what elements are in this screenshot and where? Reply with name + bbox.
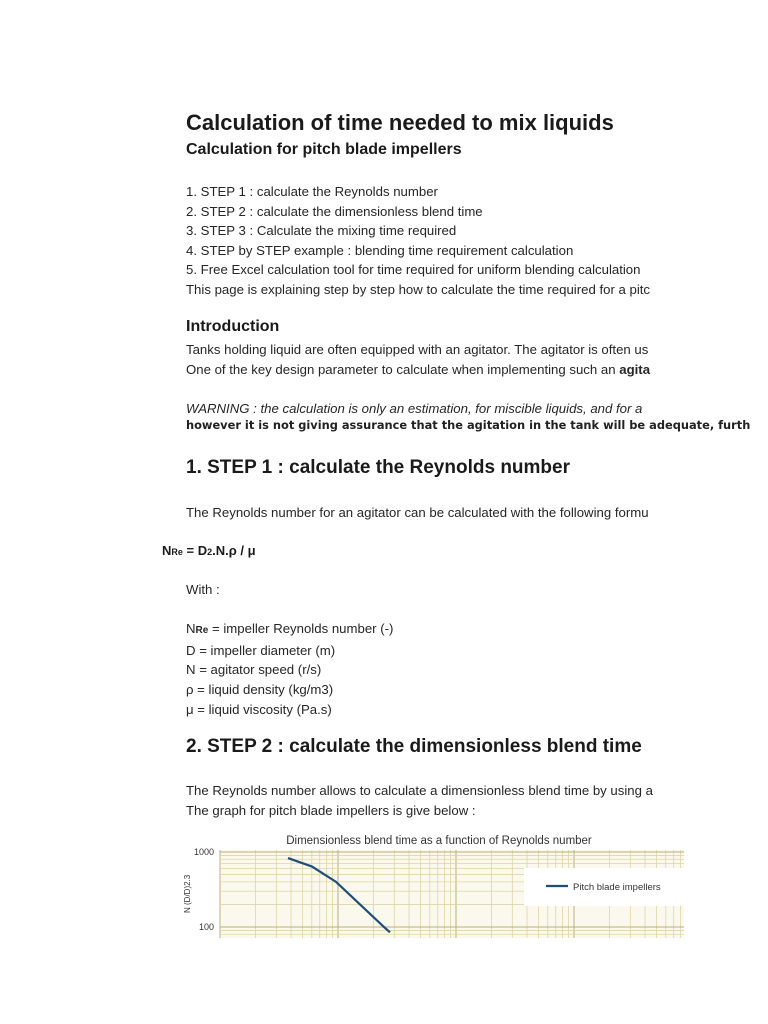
- var-nre-text: = impeller Reynolds number (-): [208, 621, 394, 636]
- formula-n: N: [162, 543, 172, 558]
- introduction-line-2: [186, 360, 650, 380]
- introduction-line-1: Tanks holding liquid are often equipped with an agitator. The agitator is often us: [186, 342, 649, 357]
- toc-item-step4[interactable]: 4. STEP by STEP example : blending time requirement calculation: [186, 242, 574, 258]
- y-axis-label: N (D/D)2.3: [183, 874, 192, 913]
- with-label: With :: [186, 582, 220, 597]
- formula-eq: = D: [182, 543, 208, 558]
- introduction-heading: Introduction: [186, 318, 280, 335]
- step2-line-2: The graph for pitch blade impellers is give below :: [186, 802, 476, 818]
- page-title: Calculation of time needed to mix liquids: [186, 110, 614, 135]
- var-d: D = impeller diameter (m): [186, 642, 336, 658]
- introduction-line-2-bold: agita: [619, 361, 651, 377]
- var-nre-sub: Re: [195, 625, 209, 636]
- var-nre-n: N: [186, 621, 196, 636]
- chart-svg: [184, 828, 684, 938]
- table-of-contents: [186, 182, 650, 300]
- var-n: N = agitator speed (r/s): [186, 662, 322, 678]
- warning-text-2: however it is not giving assurance that the agitation in the tank will be adequate, furth: [186, 418, 751, 432]
- warning-text: WARNING : the calculation is only an estimation, for miscible liquids, and for a: [186, 401, 643, 416]
- step2-paragraph: [186, 781, 653, 820]
- y-tick-label: 100: [198, 922, 214, 932]
- introduction-line-2-text: One of the key design parameter to calculate when implementing such an: [186, 361, 620, 377]
- variable-list: [186, 619, 393, 720]
- intro-sentence: This page is explaining step by step how to calculate the time required for a pitc: [186, 281, 651, 297]
- step1-heading: 1. STEP 1 : calculate the Reynolds number: [186, 457, 570, 478]
- var-mu: μ = liquid viscosity (Pa.s): [186, 701, 332, 717]
- step2-heading: 2. STEP 2 : calculate the dimensionless blend time: [186, 736, 642, 757]
- blend-time-chart: [184, 828, 684, 938]
- y-tick-label: 1000: [193, 847, 214, 857]
- legend-label: Pitch blade impellers: [573, 882, 661, 893]
- toc-item-step3[interactable]: 3. STEP 3 : Calculate the mixing time required: [186, 223, 457, 239]
- formula-sub-re: Re: [171, 547, 183, 557]
- formula-sub-2: 2: [207, 547, 213, 557]
- formula-rest: .N.ρ / μ: [212, 543, 256, 558]
- introduction-paragraph: [186, 340, 650, 379]
- toc-item-step5[interactable]: 5. Free Excel calculation tool for time required for uniform blending calculation: [186, 262, 641, 278]
- toc-item-step2[interactable]: 2. STEP 2 : calculate the dimensionless blend time: [186, 203, 483, 219]
- toc-item-step1[interactable]: 1. STEP 1 : calculate the Reynolds number: [186, 184, 438, 199]
- step2-line-1: The Reynolds number allows to calculate a dimensionless blend time by using a: [186, 783, 653, 798]
- var-rho: ρ = liquid density (kg/m3): [186, 682, 334, 698]
- chart-title: Dimensionless blend time as a function of Reynolds number: [286, 835, 592, 847]
- page-subtitle: Calculation for pitch blade impellers: [186, 141, 462, 158]
- step1-intro: The Reynolds number for an agitator can be calculated with the following formu: [186, 505, 649, 520]
- reynolds-formula: [162, 543, 256, 558]
- var-nre: [186, 619, 393, 641]
